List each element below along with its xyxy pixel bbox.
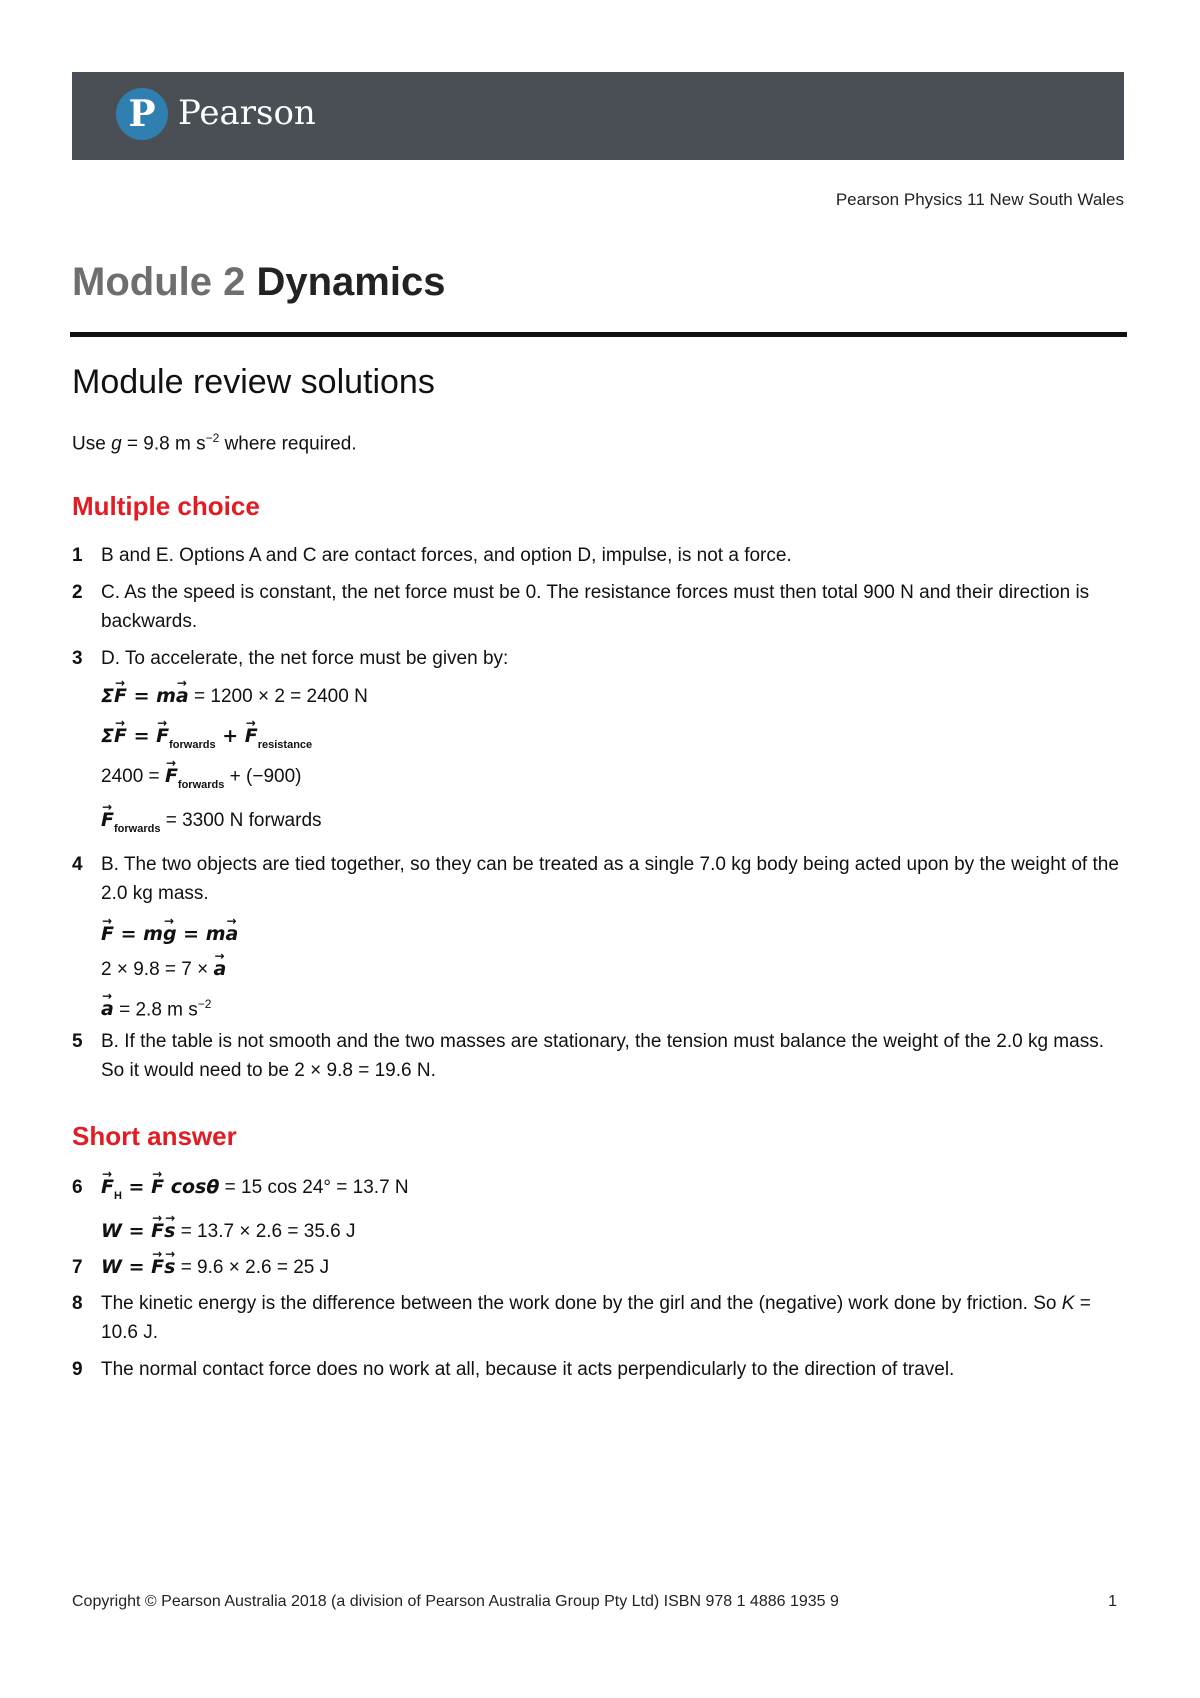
- answer-number: 9: [72, 1359, 83, 1380]
- section-heading-multiple-choice: Multiple choice: [72, 491, 260, 521]
- page-subtitle: Module review solutions: [72, 363, 435, 401]
- page-number: 1: [1108, 1593, 1117, 1610]
- answer-number: 1: [72, 545, 83, 566]
- answer-number: 6: [72, 1177, 83, 1198]
- equation-line: 2400 = → $F_{forwards} + (-900)$: [101, 762, 302, 794]
- answer-item: [72, 578, 1127, 636]
- answer-text: The kinetic energy is the difference between the work done by the girl and the (negative) work done by friction. So K = 10.6 J.: [101, 1293, 1091, 1343]
- answer-item: [72, 1253, 1127, 1282]
- pearson-banner: [72, 72, 1124, 160]
- page-title: [72, 258, 445, 306]
- answer-number: 7: [72, 1257, 83, 1278]
- answer-text: C. As the speed is constant, the net force must be 0. The resistance forces must then total 900 N and their direction is backwards.: [101, 582, 1090, 632]
- module-number: Module 2: [72, 260, 246, 304]
- copyright-text: Copyright © Pearson Australia 2018 (a division of Pearson Australia Group Pty Ltd) ISBN 978 1 4886 1935 9: [72, 1593, 839, 1610]
- answer-number: 8: [72, 1293, 83, 1314]
- equation-line: Σ→ F = → $F_{forwards}$ + → $F_{resistance}$: [101, 722, 312, 754]
- answer-item: [72, 1289, 1127, 1347]
- pearson-logo-icon: P: [116, 88, 168, 140]
- answer-equation: → $F_H$ = → F cosθ = 15 cos 24° = 13.7 N: [101, 1173, 1127, 1205]
- answer-item: [72, 850, 1127, 908]
- equation-line: → F = m→ g = m→ a: [101, 920, 238, 949]
- section-heading-short-answer: Short answer: [72, 1121, 237, 1151]
- series-title: Pearson Physics 11 New South Wales: [835, 190, 1124, 209]
- equation-line: W = → F→ s = 13.7 × 2.6 = 35.6 J: [101, 1217, 356, 1246]
- equation-line: → a = 2.8 m $s^{-2}$: [101, 990, 211, 1024]
- answer-item: [72, 541, 1127, 570]
- intro-note: Use g = 9.8 m $s^{-2}$ where required.: [72, 431, 357, 455]
- module-topic: Dynamics: [256, 260, 446, 304]
- title-divider: [70, 332, 1127, 337]
- answer-text: B. The two objects are tied together, so they can be treated as a single 7.0 kg body being acted upon by the weight of the 2.0 kg mass.: [101, 854, 1119, 904]
- answer-item: [72, 1355, 1127, 1384]
- answer-number: 5: [72, 1031, 83, 1052]
- answer-item: [72, 644, 1127, 673]
- answer-text: B. If the table is not smooth and the two masses are stationary, the tension must balance the weight of the 2.0 kg mass. So it would need to be 2 × 9.8 = 19.6 N.: [101, 1031, 1104, 1081]
- equation-line: 2 × 9.8 = 7 × → a: [101, 955, 226, 984]
- answer-item: [72, 1027, 1127, 1085]
- answer-item: [72, 1173, 1127, 1205]
- answer-text: The normal contact force does no work at all, because it acts perpendicularly to the direction of travel.: [101, 1359, 955, 1380]
- answer-text: D. To accelerate, the net force must be given by:: [101, 648, 509, 669]
- answer-text: B and E. Options A and C are contact forces, and option D, impulse, is not a force.: [101, 545, 792, 566]
- answer-number: 3: [72, 648, 83, 669]
- page-footer: [72, 1593, 1127, 1611]
- pearson-logo-word: Pearson: [178, 93, 316, 133]
- answer-equation: W = → F→ s = 9.6 × 2.6 = 25 J: [101, 1253, 1127, 1282]
- equation-line: Σ→ F = m→ a = 1200 × 2 = 2400 N: [101, 682, 368, 711]
- answer-number: 2: [72, 582, 83, 603]
- answer-number: 4: [72, 854, 83, 875]
- equation-line: → $F_{forwards} = 3300$ N forwards: [101, 806, 322, 838]
